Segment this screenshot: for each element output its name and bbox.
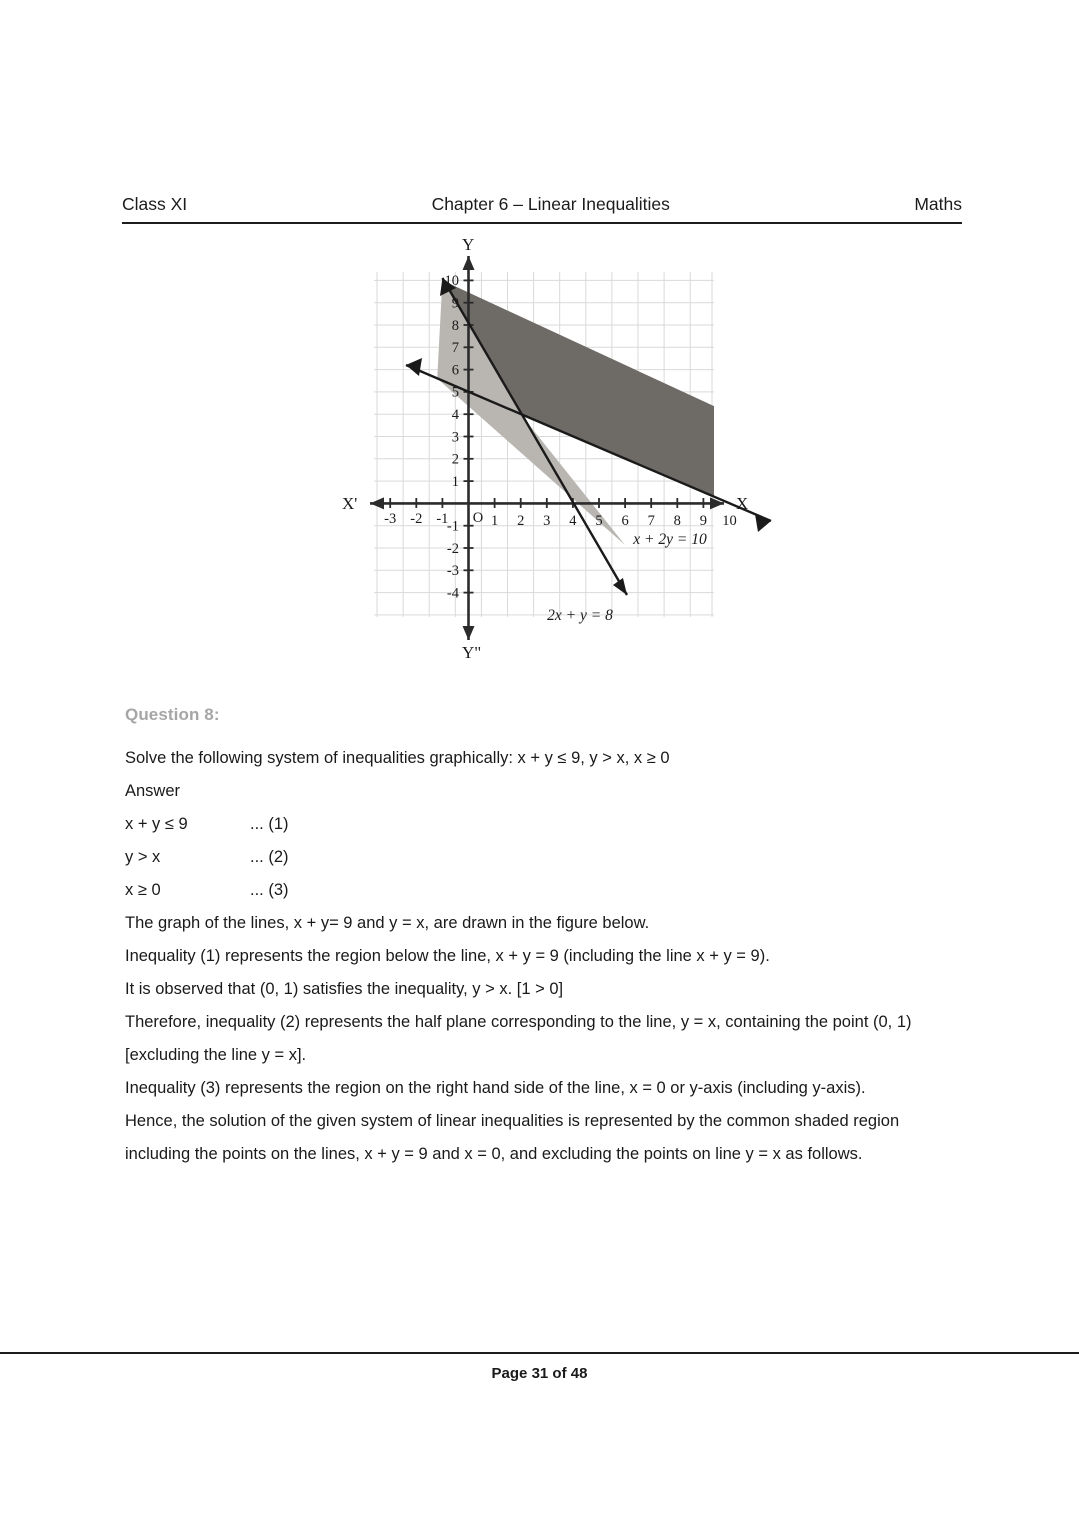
y-tick-label: -2: [446, 540, 459, 557]
x-tick-label: -2: [410, 511, 423, 527]
explanation-paragraph: Hence, the solution of the given system of linear inequalities is represented by the common shaded region including the points on the lines, x + y = 9 and x = 0, and excluding the points on line y = x as follows.: [125, 1112, 900, 1163]
y-negative-axis-label: Y": [462, 643, 482, 662]
inequality-row: [125, 841, 935, 874]
page-number-label: Page 31 of 48: [491, 1365, 588, 1382]
equation-label-x-plus-2y: x + 2y = 10: [633, 531, 707, 548]
x-negative-axis-label: X': [342, 494, 358, 513]
question-heading: Question 8:: [125, 705, 220, 724]
graph-svg: [318, 236, 778, 666]
x-tick-label: 3: [543, 513, 551, 529]
inequality-number: ... (1): [250, 815, 289, 833]
y-tick-label: 9: [451, 295, 459, 312]
equation-label-2x-plus-y: 2x + y = 8: [547, 607, 613, 624]
inequality-row: [125, 808, 935, 841]
x-tick-label: -3: [384, 511, 397, 527]
x-tick-label: 9: [699, 513, 708, 529]
inequality-row: [125, 874, 935, 907]
x-tick-label: 1: [490, 513, 499, 529]
y-tick-label: 10: [444, 273, 459, 289]
x-tick-label: 6: [621, 513, 629, 529]
header-chapter-title: Chapter 6 – Linear Inequalities: [431, 194, 670, 214]
explanation-paragraph: The graph of the lines, x + y= 9 and y = x, are drawn in the figure below.: [125, 914, 650, 932]
answer-label: Answer: [125, 782, 181, 800]
origin-label: O: [472, 510, 484, 526]
inequality-expression: x + y ≤ 9: [125, 815, 188, 833]
x-tick-label: 10: [722, 513, 737, 529]
document-footer: [0, 1352, 1079, 1382]
explanation-paragraph: Inequality (1) represents the region below the line, x + y = 9 (including the line x + y = 9).: [125, 947, 770, 965]
y-tick-label: 1: [451, 473, 459, 490]
x-tick-label: -1: [436, 511, 449, 527]
inequality-number: ... (3): [250, 881, 289, 899]
y-tick-label: -3: [446, 563, 459, 580]
y-tick-label: 2: [451, 451, 459, 468]
inequality-list: [125, 808, 935, 907]
inequalities-graph-figure: [318, 236, 778, 666]
y-tick-label: -1: [446, 518, 459, 535]
explanation-paragraph: It is observed that (0, 1) satisfies the inequality, y > x. [1 > 0]: [125, 980, 564, 998]
inequality-expression: y > x: [125, 848, 161, 866]
explanation-paragraph: Therefore, inequality (2) represents the half plane corresponding to the line, y = x, containing the point (0, 1) [excluding the line y = x].: [125, 1013, 912, 1064]
x-tick-label: 2: [517, 513, 525, 529]
document-header: [122, 194, 962, 224]
header-class-label: Class XI: [122, 194, 188, 214]
inequality-number: ... (2): [250, 848, 289, 866]
x-tick-label: 7: [647, 513, 655, 529]
y-tick-label: 4: [451, 407, 459, 423]
y-tick-label: 8: [451, 317, 459, 334]
x-positive-axis-label: X: [736, 494, 749, 513]
inequality-expression: x ≥ 0: [125, 881, 161, 899]
question-prompt: Solve the following system of inequalities graphically: x + y ≤ 9, y > x, x ≥ 0: [125, 749, 670, 767]
y-tick-label: 5: [451, 384, 459, 401]
x-tick-label: 4: [569, 513, 577, 529]
x-tick-label: 8: [673, 513, 681, 529]
explanation-paragraph: Inequality (3) represents the region on the right hand side of the line, x = 0 or y-axis (including y-axis).: [125, 1079, 866, 1097]
y-tick-label: 7: [451, 340, 459, 357]
y-tick-label: 3: [451, 429, 459, 446]
y-positive-axis-label: Y: [462, 236, 475, 254]
y-tick-label: -4: [446, 585, 459, 602]
y-tick-label: 6: [451, 362, 459, 379]
x-tick-label: 5: [595, 513, 603, 529]
page-content: [125, 705, 935, 1171]
header-subject-label: Maths: [914, 194, 962, 214]
